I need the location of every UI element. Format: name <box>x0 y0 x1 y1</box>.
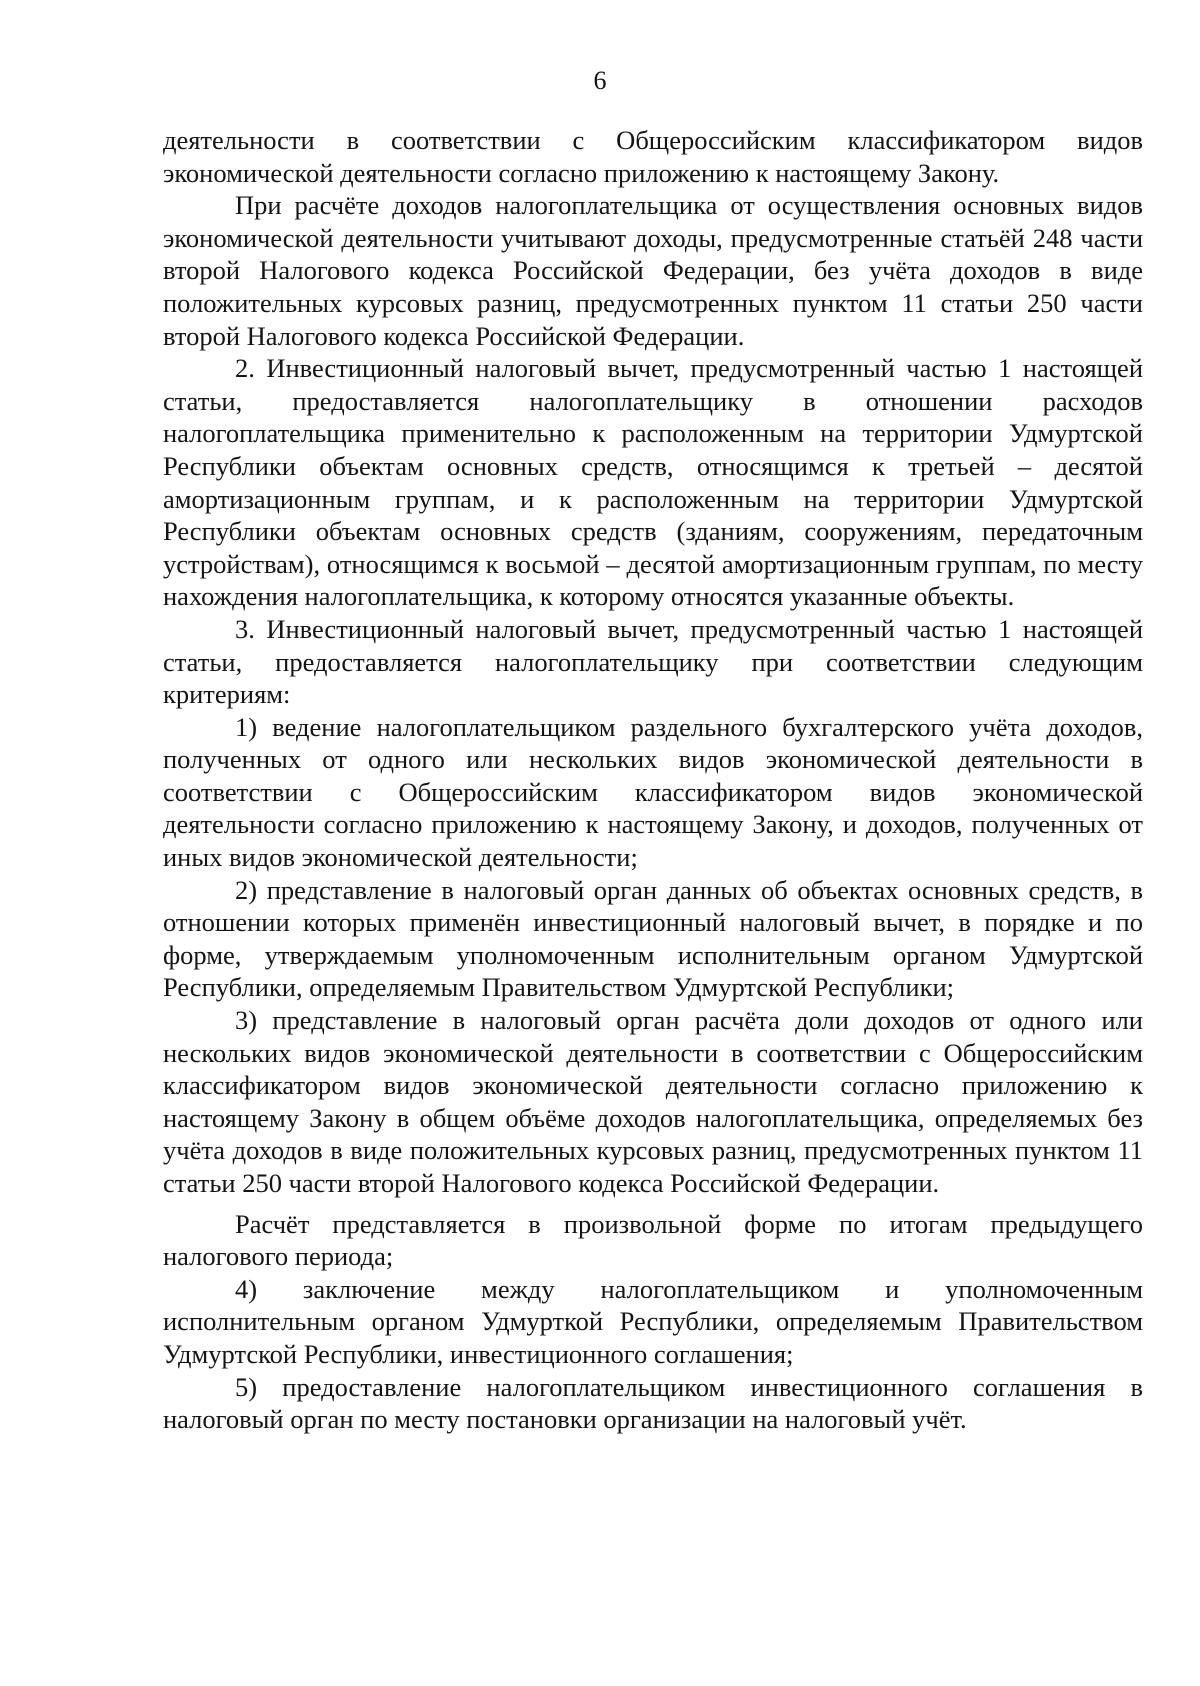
criterion-1: 1) ведение налогоплательщиком раздельного бухгалтерского учёта доходов, полученных от одного или нескольких видов экономической деятельности в соответствии с Общероссийским классификатором видов экономической деятельности согласно приложению к настоящему Закону, и доходов, полученных от иных видов экономической деятельности; <box>163 711 1143 873</box>
criterion-5: 5) предоставление налогоплательщиком инвестиционного соглашения в налоговый орган по месту постановки организации на налоговый учёт. <box>163 1371 1143 1435</box>
paragraph-continuation: деятельности в соответствии с Общероссийским классификатором видов экономической деятельности согласно приложению к настоящему Закону. <box>163 125 1143 188</box>
paragraph-calculation-form: Расчёт представляется в произвольной форме по итогам предыдущего налогового периода; <box>163 1208 1143 1272</box>
criterion-3: 3) представление в налоговый орган расчёта доли доходов от одного или нескольких видов экономической деятельности в соответствии с Общероссийским классификатором видов экономической деятельности согласно приложению к настоящему Закону в общем объёме доходов налогоплательщика, определяемых без учёта доходов в виде положительных курсовых разниц, предусмотренных пунктом 11 статьи 250 части второй Налогового кодекса Российской Федерации. <box>163 1005 1143 1198</box>
paragraph-income-calculation: При расчёте доходов налогоплательщика от осуществления основных видов экономической деятельности учитывают доходы, предусмотренные статьёй 248 части второй Налогового кодекса Российской Федерации, без учёта доходов в виде положительных курсовых разниц, предусмотренных пунктом 11 статьи 250 части второй Налогового кодекса Российской Федерации. <box>163 190 1143 351</box>
criterion-4: 4) заключение между налогоплательщиком и уполномоченным исполнительным органом Удмурткой Республики, определяемым Правительством Удмуртской Республики, инвестиционного соглашения; <box>163 1273 1143 1369</box>
page-number: 6 <box>593 66 607 95</box>
paragraph-part-2: 2. Инвестиционный налоговый вычет, предусмотренный частью 1 настоящей статьи, предоставляется налогоплательщику в отношении расходов налогоплательщика применительно к расположенным на территории Удмуртской Республики объектам основных средств, относящимся к третьей – десятой амортизационным группам, и к расположенным на территории Удмуртской Республики объектам основных средств (зданиям, сооружениям, передаточным устройствам), относящимся к восьмой – десятой амортизационным группам, по месту нахождения налогоплательщика, к которому относятся указанные объекты. <box>163 353 1143 612</box>
paragraph-part-3: 3. Инвестиционный налоговый вычет, предусмотренный частью 1 настоящей статьи, предоставляется налогоплательщику при соответствии следующим критериям: <box>163 613 1143 710</box>
criterion-2: 2) представление в налоговый орган данных об объектах основных средств, в отношении которых применён инвестиционный налоговый вычет, в порядке и по форме, утверждаемым уполномоченным исполнительным органом Удмуртской Республики, определяемым Правительством Удмуртской Республики; <box>163 874 1143 1003</box>
document-body <box>163 124 1143 1436</box>
